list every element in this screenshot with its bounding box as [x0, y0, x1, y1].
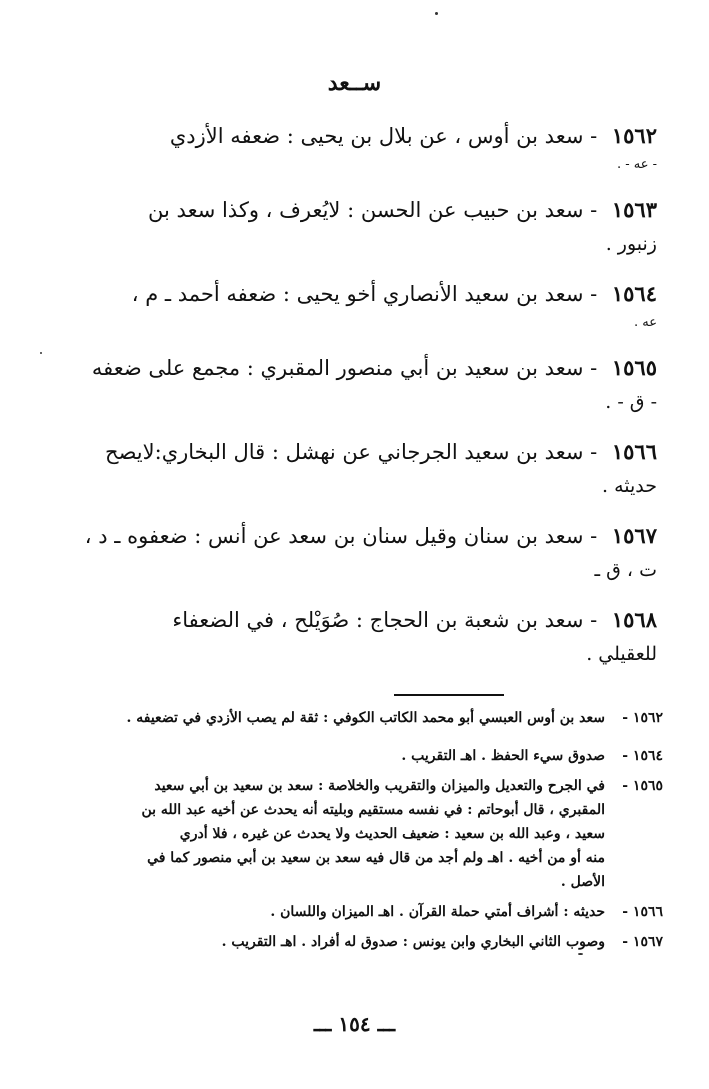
- footnote-line: سعيد ، وعبد الله بن سعيد : ضعيف الحديث ولا يحدث عن غيره ، فلا أدري: [179, 826, 605, 842]
- entry-1564: ١٥٦٤ - سعد بن سعيد الأنصاري أخو يحيى : ضعفه أحمد ـ م ، عه .: [47, 276, 657, 334]
- footnote-line: وصوب الثاني البخاري وابن يونس : صدوق له أفراد . اهـ التقريب .: [221, 934, 605, 950]
- entries-list: [47, 118, 657, 686]
- entry-text: سعد بن سعيد الجرجاني عن نهشل : قال البخاري:لايصح: [105, 440, 584, 464]
- entry-continuation: زنبور .: [605, 233, 657, 255]
- entry-continuation: - ق - .: [605, 391, 657, 413]
- footnote-divider: [394, 694, 504, 696]
- entry-1562: ١٥٦٢ - سعد بن أوس ، عن بلال بن يحيى : ضعفه الأزدي - عه - .: [47, 118, 657, 176]
- page-header: ســعد: [327, 70, 382, 96]
- entry-text: سعد بن حبيب عن الحسن : لايُعرف ، وكذا سعد بن: [148, 198, 584, 222]
- footnotes: [43, 706, 663, 960]
- footnote-1565: [43, 774, 663, 894]
- entry-continuation: ت ، ق ـ: [594, 559, 657, 581]
- page-number: ـــ ١٥٤ ـــ: [313, 1012, 396, 1036]
- scan-speck: [578, 953, 583, 955]
- footnote-line: سعد بن أوس العبسي أبو محمد الكاتب الكوفي : ثقة لم يصب الأزدي في تضعيفه .: [126, 710, 605, 726]
- entry-text: سعد بن سعيد بن أبي منصور المقبري : مجمع على ضعفه: [91, 356, 584, 380]
- footnote-line: المقبري ، قال أبوحاتم : في نفسه مستقيم وبليته أنه يحدث عن أخيه عبد الله بن: [141, 802, 605, 818]
- entry-text: سعد بن أوس ، عن بلال بن يحيى : ضعفه الأزدي: [169, 124, 584, 148]
- footnote-number: ١٥٦٤ -: [622, 748, 663, 764]
- entry-continuation: - عه - .: [616, 157, 657, 172]
- entry-continuation: حديثه .: [601, 475, 657, 497]
- footnote-line: في الجرح والتعديل والميزان والتقريب والخلاصة : سعد بن سعيد بن أبي سعيد: [154, 778, 605, 794]
- entry-1566: ١٥٦٦ - سعد بن سعيد الجرجاني عن نهشل : قال البخاري:لايصح حديثه .: [47, 434, 657, 502]
- entry-1567: ١٥٦٧ - سعد بن سنان وقيل سنان بن سعد عن أنس : ضعفوه ـ د ، ت ، ق ـ: [47, 518, 657, 586]
- entry-number: ١٥٦٧: [611, 523, 657, 548]
- entry-1563: ١٥٦٣ - سعد بن حبيب عن الحسن : لايُعرف ، وكذا سعد بن زنبور .: [47, 192, 657, 260]
- scan-speck: [40, 352, 42, 354]
- entry-number: ١٥٦٢: [611, 123, 657, 148]
- entry-1568: ١٥٦٨ - سعد بن شعبة بن الحجاج : صُوَيْلح ، في الضعفاء للعقيلي .: [47, 602, 657, 670]
- entry-text: سعد بن سنان وقيل سنان بن سعد عن أنس : ضعفوه ـ د ،: [84, 524, 584, 548]
- entry-number: ١٥٦٣: [611, 197, 657, 222]
- entry-number: ١٥٦٨: [611, 607, 657, 632]
- entry-number: ١٥٦٤: [611, 281, 657, 306]
- footnote-line: الأصل .: [560, 874, 605, 890]
- entry-number: ١٥٦٦: [611, 439, 657, 464]
- entry-continuation: عه .: [634, 315, 657, 330]
- footnote-line: صدوق سيء الحفظ . اهـ التقريب .: [401, 748, 605, 764]
- footnote-number: ١٥٦٧ -: [622, 934, 663, 950]
- footnote-number: ١٥٦٥ -: [622, 778, 663, 794]
- footnote-line: حديثه : أشراف أمتي حملة القرآن . اهـ الميزان واللسان .: [270, 904, 605, 920]
- entry-number: ١٥٦٥: [611, 355, 657, 380]
- entry-text: سعد بن شعبة بن الحجاج : صُوَيْلح ، في الضعفاء: [172, 608, 584, 632]
- scan-speck: [435, 12, 438, 15]
- footnote-1567: [43, 930, 663, 954]
- entry-1565: ١٥٦٥ - سعد بن سعيد بن أبي منصور المقبري : مجمع على ضعفه - ق - .: [47, 350, 657, 418]
- entry-continuation: للعقيلي .: [586, 643, 657, 665]
- footnote-1564: [43, 744, 663, 768]
- footnote-number: ١٥٦٢ -: [622, 710, 663, 726]
- footnote-1566: [43, 900, 663, 924]
- footnote-number: ١٥٦٦ -: [622, 904, 663, 920]
- footnote-line: منه أو من أخيه . اهـ ولم أجد من قال فيه سعد بن سعيد بن أبي منصور كما في: [147, 850, 605, 866]
- footnote-1562: [43, 706, 663, 730]
- entry-text: سعد بن سعيد الأنصاري أخو يحيى : ضعفه أحمد ـ م ،: [131, 282, 584, 306]
